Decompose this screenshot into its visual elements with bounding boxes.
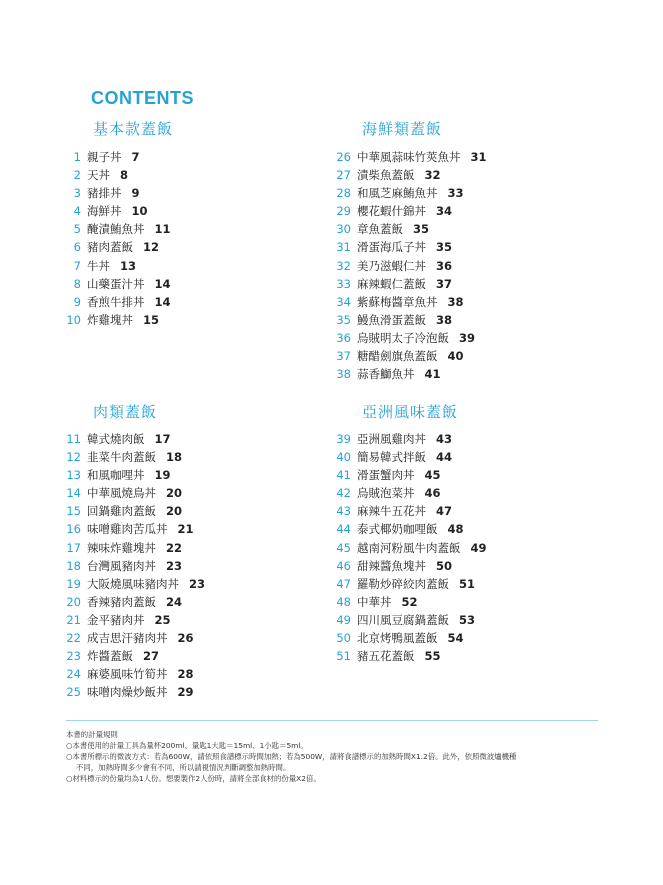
toc-list-seafood (335, 148, 487, 383)
page-number: 37 (436, 276, 453, 291)
page-number: 26 (177, 631, 194, 646)
recipe-number: 40 (336, 450, 351, 465)
recipe-number: 2 (73, 168, 81, 183)
toc-entry (335, 502, 487, 520)
toc-entry (335, 611, 487, 629)
recipe-number: 41 (336, 468, 351, 483)
recipe-name: 羅勒炒碎絞肉蓋飯 (357, 576, 449, 591)
recipe-name: 烏賊明太子冷泡飯 (357, 330, 449, 345)
page-number: 14 (154, 294, 171, 309)
page-number: 14 (154, 276, 171, 291)
page-number: 28 (177, 667, 194, 682)
recipe-name: 泰式椰奶咖哩飯 (357, 522, 438, 537)
recipe-number: 20 (66, 594, 81, 609)
page-number: 35 (436, 240, 453, 255)
toc-entry (335, 238, 487, 256)
recipe-name: 北京烤鴨風蓋飯 (357, 631, 438, 646)
toc-entry (61, 293, 171, 311)
recipe-name: 越南河粉風牛肉蓋飯 (357, 540, 461, 555)
toc-entry (61, 430, 205, 448)
recipe-number: 47 (336, 576, 351, 591)
page-number: 24 (166, 594, 183, 609)
page-number: 19 (154, 468, 171, 483)
page-number: 41 (424, 367, 441, 382)
recipe-name: 味噌雞肉苦瓜丼 (87, 522, 168, 537)
recipe-number: 37 (336, 349, 351, 364)
toc-entry (61, 683, 205, 701)
recipe-name: 和風咖哩丼 (87, 468, 145, 483)
toc-entry (335, 466, 487, 484)
recipe-name: 和風芝麻鮪魚丼 (357, 186, 438, 201)
recipe-number: 23 (66, 649, 81, 664)
recipe-number: 4 (73, 204, 81, 219)
page-number: 20 (166, 504, 183, 519)
toc-entry (335, 275, 487, 293)
recipe-number: 39 (336, 432, 351, 446)
recipe-name: 炸雞塊丼 (87, 312, 133, 327)
recipe-name: 大阪燒風味豬肉丼 (87, 576, 179, 591)
recipe-number: 32 (336, 258, 351, 273)
recipe-number: 24 (66, 667, 81, 682)
recipe-number: 29 (336, 204, 351, 219)
section-title-asian: 亞洲風味蓋飯 (362, 403, 459, 421)
recipe-number: 48 (336, 594, 351, 609)
toc-entry (61, 593, 205, 611)
toc-entry (61, 275, 171, 293)
recipe-number: 3 (73, 186, 81, 201)
recipe-number: 34 (336, 294, 351, 309)
notes-line: ○材料標示的份量均為1人份。想要製作2人份時，請將全部食材的份量X2倍。 (66, 774, 321, 783)
page-number: 50 (436, 558, 453, 573)
page-number: 44 (436, 450, 453, 465)
recipe-name: 中華風蒜味竹莢魚丼 (357, 150, 461, 164)
recipe-name: 金平豬肉丼 (87, 612, 145, 627)
toc-entry (335, 593, 487, 611)
page-number: 8 (120, 168, 129, 183)
recipe-name: 醃漬鮪魚丼 (87, 222, 145, 237)
recipe-number: 18 (66, 558, 81, 573)
toc-entry (335, 311, 487, 329)
section-title-seafood: 海鮮類蓋飯 (362, 120, 443, 138)
page-number: 25 (154, 612, 171, 627)
recipe-number: 31 (336, 240, 351, 255)
toc-entry (61, 502, 205, 520)
page-number: 35 (413, 222, 430, 237)
toc-entry (61, 520, 205, 538)
recipe-name: 海鮮丼 (87, 204, 122, 219)
toc-entry (61, 448, 205, 466)
page-number: 49 (470, 540, 487, 555)
page-number: 23 (189, 576, 206, 591)
recipe-name: 糖醋劍旗魚蓋飯 (357, 349, 438, 364)
recipe-name: 牛丼 (87, 258, 110, 273)
notes-line: ○本書使用的計量工具為量杯200ml、量匙1大匙＝15ml、1小匙＝5ml。 (66, 741, 308, 750)
recipe-number: 7 (73, 258, 81, 273)
recipe-name: 甜辣醬魚塊丼 (357, 558, 426, 573)
recipe-name: 回鍋雞肉蓋飯 (87, 504, 156, 519)
toc-entry (335, 184, 487, 202)
page-number: 34 (436, 204, 453, 219)
toc-entry (335, 520, 487, 538)
recipe-name: 韭菜牛肉蓋飯 (87, 450, 156, 465)
recipe-number: 17 (66, 540, 81, 555)
recipe-name: 豬排丼 (87, 186, 122, 201)
recipe-name: 滑蛋海瓜子丼 (357, 240, 426, 255)
measurement-notes (66, 729, 606, 784)
page-number: 51 (459, 576, 476, 591)
recipe-name: 麻辣蝦仁蓋飯 (357, 276, 426, 291)
recipe-number: 22 (66, 631, 81, 646)
recipe-name: 烏賊泡菜丼 (357, 486, 415, 501)
recipe-number: 35 (336, 312, 351, 327)
recipe-name: 豬五花蓋飯 (357, 649, 415, 664)
page-number: 46 (424, 486, 441, 501)
recipe-name: 漬柴魚蓋飯 (357, 168, 415, 183)
recipe-name: 親子丼 (87, 150, 122, 164)
recipe-number: 5 (73, 222, 81, 237)
recipe-name: 中華丼 (357, 594, 392, 609)
recipe-number: 9 (73, 294, 81, 309)
recipe-number: 28 (336, 186, 351, 201)
divider (66, 720, 598, 721)
page-number: 17 (154, 432, 171, 446)
recipe-number: 6 (73, 240, 81, 255)
recipe-number: 26 (336, 150, 351, 164)
recipe-number: 19 (66, 576, 81, 591)
recipe-name: 台灣風豬肉丼 (87, 558, 156, 573)
recipe-number: 27 (336, 168, 351, 183)
page-number: 54 (447, 631, 464, 646)
toc-entry (335, 539, 487, 557)
recipe-number: 10 (66, 312, 81, 327)
recipe-number: 16 (66, 522, 81, 537)
toc-entry (61, 629, 205, 647)
notes-heading: 本書的計量規則 (66, 730, 118, 739)
page-number: 7 (131, 150, 140, 164)
toc-entry (335, 293, 487, 311)
recipe-name: 香辣豬肉蓋飯 (87, 594, 156, 609)
recipe-name: 簡易韓式拌飯 (357, 450, 426, 465)
section-title-basic: 基本款蓋飯 (93, 120, 174, 138)
notes-line: ○本書所標示的微波方式：若為600W，請依照食譜標示時間加熱；若為500W，請將食譜標示的加熱時間X1.2倍。此外，依照微波爐機種 (66, 752, 517, 761)
toc-entry (61, 148, 171, 166)
recipe-number: 36 (336, 330, 351, 345)
recipe-number: 50 (336, 631, 351, 646)
page-number: 27 (143, 649, 160, 664)
recipe-name: 香煎牛排丼 (87, 294, 145, 309)
page-number: 43 (436, 432, 453, 446)
recipe-number: 33 (336, 276, 351, 291)
toc-entry (335, 347, 487, 365)
toc-entry (61, 166, 171, 184)
page-number: 18 (166, 450, 183, 465)
toc-entry (61, 238, 171, 256)
toc-entry (61, 611, 205, 629)
page-number: 53 (459, 612, 476, 627)
page-number: 20 (166, 486, 183, 501)
notes-line: 不同，加熱時間多少會有不同，所以請視情況判斷調整加熱時間。 (76, 763, 291, 772)
toc-entry (335, 629, 487, 647)
recipe-number: 43 (336, 504, 351, 519)
toc-entry (61, 665, 205, 683)
recipe-name: 炸醬蓋飯 (87, 649, 133, 664)
page-number: 47 (436, 504, 453, 519)
recipe-name: 麻婆風味竹筍丼 (87, 667, 168, 682)
recipe-number: 12 (66, 450, 81, 465)
page-number: 31 (470, 150, 487, 164)
toc-entry (335, 365, 487, 383)
page-number: 22 (166, 540, 183, 555)
page-number: 52 (401, 594, 418, 609)
recipe-number: 8 (73, 276, 81, 291)
recipe-name: 亞洲風雞肉丼 (357, 432, 426, 446)
contents-title: CONTENTS (91, 88, 194, 108)
recipe-number: 25 (66, 685, 81, 700)
recipe-name: 山藥蛋汁丼 (87, 276, 145, 291)
recipe-name: 辣味炸雞塊丼 (87, 540, 156, 555)
recipe-name: 滑蛋蟹肉丼 (357, 468, 415, 483)
recipe-number: 51 (336, 649, 351, 664)
toc-entry (335, 430, 487, 448)
recipe-number: 45 (336, 540, 351, 555)
page-number: 45 (424, 468, 441, 483)
toc-entry (335, 166, 487, 184)
recipe-number: 14 (66, 486, 81, 501)
toc-entry (61, 647, 205, 665)
toc-list-meat (61, 430, 205, 701)
page-number: 10 (131, 204, 148, 219)
page-number: 29 (177, 685, 194, 700)
toc-entry (61, 184, 171, 202)
recipe-number: 49 (336, 612, 351, 627)
toc-list-basic (61, 148, 171, 329)
toc-entry (61, 257, 171, 275)
page-number: 21 (177, 522, 194, 537)
page-number: 12 (143, 240, 160, 255)
recipe-name: 成吉思汗豬肉丼 (87, 631, 168, 646)
page-number: 23 (166, 558, 183, 573)
recipe-name: 鰻魚滑蛋蓋飯 (357, 312, 426, 327)
toc-entry (61, 311, 171, 329)
toc-entry (335, 220, 487, 238)
recipe-name: 味噌肉燥炒飯丼 (87, 685, 168, 700)
recipe-name: 四川風豆腐鍋蓋飯 (357, 612, 449, 627)
page-number: 38 (436, 312, 453, 327)
toc-entry (335, 202, 487, 220)
page-number: 40 (447, 349, 464, 364)
toc-entry (335, 148, 487, 166)
recipe-name: 紫蘇梅醬章魚丼 (357, 294, 438, 309)
toc-entry (335, 575, 487, 593)
toc-entry (335, 257, 487, 275)
toc-entry (61, 466, 205, 484)
recipe-name: 中華風燒鳥丼 (87, 486, 156, 501)
recipe-name: 美乃滋蝦仁丼 (357, 258, 426, 273)
page-number: 15 (143, 312, 160, 327)
page-number: 32 (424, 168, 441, 183)
recipe-number: 21 (66, 612, 81, 627)
toc-entry (61, 575, 205, 593)
toc-entry (61, 220, 171, 238)
page-number: 9 (131, 186, 140, 201)
recipe-name: 天丼 (87, 168, 110, 183)
recipe-number: 11 (66, 432, 81, 446)
toc-entry (335, 484, 487, 502)
recipe-name: 麻辣牛五花丼 (357, 504, 426, 519)
toc-entry (335, 647, 487, 665)
recipe-number: 38 (336, 367, 351, 382)
page-number: 13 (120, 258, 137, 273)
page-number: 36 (436, 258, 453, 273)
toc-entry (61, 484, 205, 502)
toc-entry (335, 448, 487, 466)
recipe-name: 章魚蓋飯 (357, 222, 403, 237)
page-number: 38 (447, 294, 464, 309)
recipe-name: 櫻花蝦什錦丼 (357, 204, 426, 219)
page-number: 11 (154, 222, 171, 237)
toc-entry (335, 557, 487, 575)
recipe-number: 15 (66, 504, 81, 519)
page-number: 39 (459, 330, 476, 345)
recipe-number: 44 (336, 522, 351, 537)
recipe-number: 13 (66, 468, 81, 483)
page-number: 48 (447, 522, 464, 537)
toc-entry (61, 202, 171, 220)
recipe-name: 蒜香鰤魚丼 (357, 367, 415, 382)
recipe-number: 46 (336, 558, 351, 573)
recipe-number: 1 (73, 150, 81, 164)
section-title-meat: 肉類蓋飯 (93, 403, 158, 421)
toc-entry (61, 557, 205, 575)
toc-entry (335, 329, 487, 347)
recipe-number: 30 (336, 222, 351, 237)
page-number: 55 (424, 649, 441, 664)
recipe-name: 韓式燒肉飯 (87, 432, 145, 446)
recipe-number: 42 (336, 486, 351, 501)
toc-entry (61, 539, 205, 557)
toc-list-asian (335, 430, 487, 665)
page-number: 33 (447, 186, 464, 201)
recipe-name: 豬肉蓋飯 (87, 240, 133, 255)
